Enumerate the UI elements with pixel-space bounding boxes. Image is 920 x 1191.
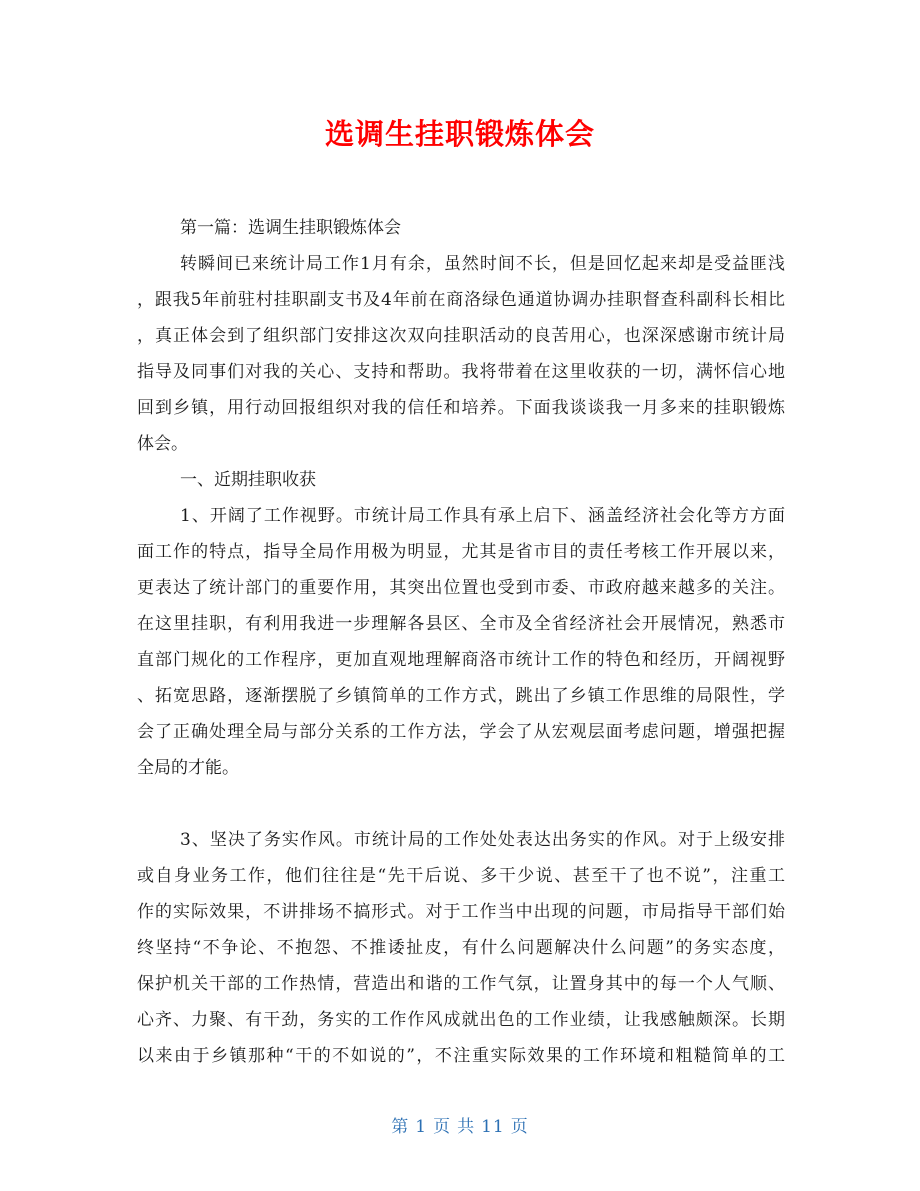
footer-total-word: 共 [457, 1117, 476, 1137]
paragraph-line: 在这里挂职，有利用我进一步理解各县区、全市及全省经济社会开展情况，熟悉市 [137, 614, 785, 634]
paragraph-line: 1、开阔了工作视野。市统计局工作具有承上启下、涵盖经济社会化等方方面 [180, 506, 785, 526]
paragraph-line: 回到乡镇，用行动回报组织对我的信任和培养。下面我谈谈我一月多来的挂职锻炼 [137, 398, 785, 418]
paragraph-line: 作的实际效果，不讲排场不搞形式。对于工作当中出现的问题，市局指导干部们始 [137, 902, 785, 922]
footer-prefix: 第 [391, 1117, 410, 1137]
paragraph-line: 或自身业务工作，他们往往是“先干后说、多干少说、甚至干了也不说”，注重工 [137, 866, 785, 886]
paragraph-line: 终坚持“不争论、不抱怨、不推诿扯皮，有什么问题解决什么问题”的务实态度， [137, 938, 785, 958]
paragraph-gap [137, 786, 785, 822]
current-page-number: 1 [415, 1117, 428, 1137]
paragraph-line: 保护机关干部的工作热情，营造出和谐的工作气氛，让置身其中的每一个人气顺、 [137, 974, 785, 994]
paragraph-line: 面工作的特点，指导全局作用极为明显，尤其是省市目的责任考核工作开展以来， [137, 542, 785, 562]
document-title: 选调生挂职锻炼体会 [324, 117, 595, 151]
paragraph-line: 全局的才能。 [137, 758, 239, 778]
total-page-count: 11 [481, 1117, 505, 1137]
document-body [137, 210, 785, 1074]
paragraph-line: 、拓宽思路，逐渐摆脱了乡镇简单的工作方式，跳出了乡镇工作思维的局限性，学 [137, 686, 785, 706]
section-heading: 第一篇：选调生挂职锻炼体会 [180, 218, 401, 238]
paragraph-line: ，真正体会到了组织部门安排这次双向挂职活动的良苦用心，也深深感谢市统计局 [137, 326, 785, 346]
paragraph-line: 3、坚决了务实作风。市统计局的工作处处表达出务实的作风。对于上级安排 [180, 830, 785, 850]
footer-page-word: 页 [433, 1117, 452, 1137]
page-footer [0, 1112, 920, 1137]
subsection-heading: 一、近期挂职收获 [180, 470, 316, 490]
paragraph-line: 会了正确处理全局与部分关系的工作方法，学会了从宏观层面考虑问题，增强把握 [137, 722, 785, 742]
footer-suffix: 页 [510, 1117, 529, 1137]
paragraph-line: 体会。 [137, 434, 188, 454]
paragraph-line: 心齐、力聚、有干劲，务实的工作作风成就出色的工作业绩，让我感触颇深。长期 [137, 1010, 785, 1030]
paragraph-line: ，跟我5年前驻村挂职副支书及4年前在商洛绿色通道协调办挂职督查科副科长相比 [137, 290, 785, 310]
paragraph-line: 转瞬间已来统计局工作1月有余，虽然时间不长，但是回忆起来却是受益匪浅 [180, 254, 785, 274]
paragraph-line: 更表达了统计部门的重要作用，其突出位置也受到市委、市政府越来越多的关注。 [137, 578, 785, 598]
paragraph-line: 以来由于乡镇那种“干的不如说的”，不注重实际效果的工作环境和粗糙简单的工 [137, 1046, 785, 1066]
paragraph-line: 直部门规化的工作程序，更加直观地理解商洛市统计工作的特色和经历，开阔视野 [137, 650, 785, 670]
paragraph-line: 指导及同事们对我的关心、支持和帮助。我将带着在这里收获的一切，满怀信心地 [137, 362, 785, 382]
